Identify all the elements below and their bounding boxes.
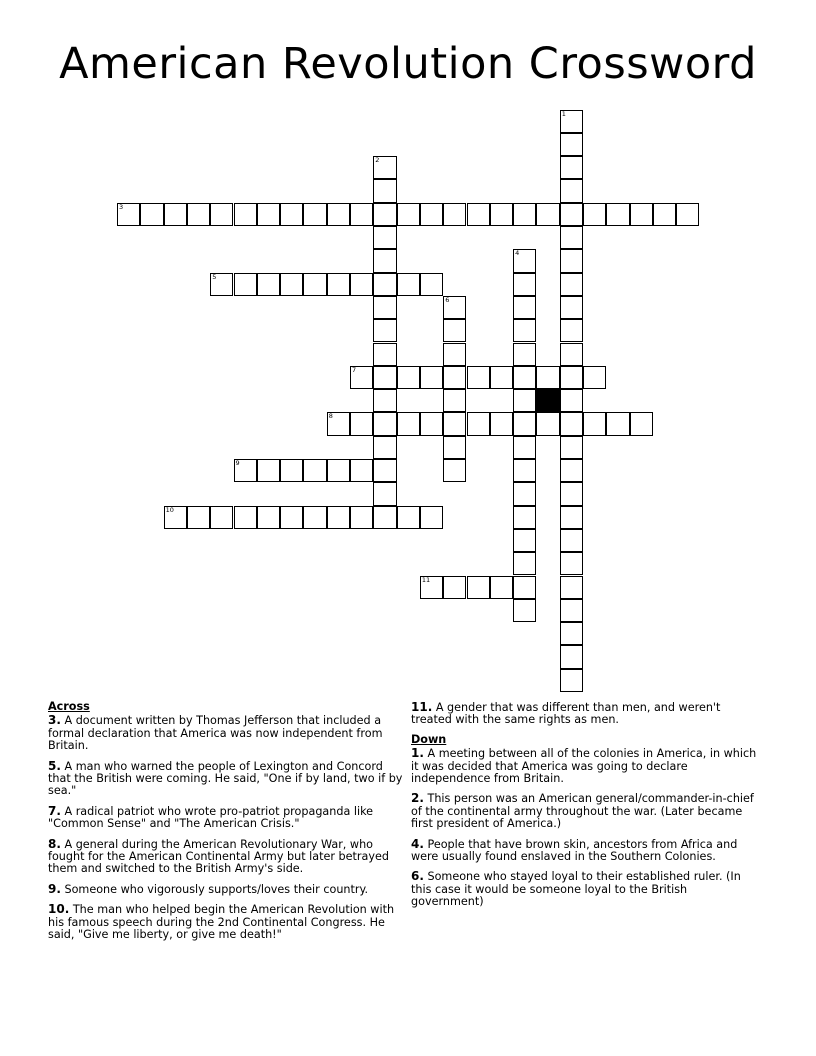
grid-cell[interactable]: [443, 412, 466, 435]
blocked-cell: [536, 389, 559, 412]
grid-cell[interactable]: [327, 273, 350, 296]
grid-cell[interactable]: [653, 203, 676, 226]
grid-cell[interactable]: [560, 366, 583, 389]
grid-cell[interactable]: [560, 110, 583, 133]
grid-cell[interactable]: [234, 203, 257, 226]
clue-down-6: [411, 870, 761, 908]
clue-text: A gender that was different than men, and weren't treated with the same rights as men.: [411, 701, 721, 727]
grid-cell[interactable]: [443, 203, 466, 226]
grid-cell[interactable]: [560, 133, 583, 156]
grid-cell[interactable]: [234, 506, 257, 529]
grid-cell[interactable]: [210, 203, 233, 226]
grid-cell[interactable]: [164, 203, 187, 226]
clue-number: 9.: [48, 881, 61, 896]
grid-cell[interactable]: [443, 319, 466, 342]
grid-cell[interactable]: [373, 273, 396, 296]
grid-cell[interactable]: [373, 459, 396, 482]
grid-cell[interactable]: [513, 296, 536, 319]
grid-cell[interactable]: [373, 249, 396, 272]
grid-cell[interactable]: [560, 459, 583, 482]
grid-cell[interactable]: [373, 179, 396, 202]
clue-number: 5.: [48, 758, 61, 773]
grid-cell[interactable]: [420, 506, 443, 529]
grid-cell[interactable]: [467, 366, 490, 389]
clue-text: This person was an American general/commander-in-chief of the continental army throughout the war. (Later became first president of America.): [411, 792, 754, 831]
grid-cell[interactable]: [303, 459, 326, 482]
grid-cell[interactable]: [560, 389, 583, 412]
grid-cell[interactable]: [560, 669, 583, 692]
grid-cell[interactable]: [443, 459, 466, 482]
grid-cell[interactable]: [327, 506, 350, 529]
grid-cell[interactable]: [560, 203, 583, 226]
grid-cell[interactable]: [513, 203, 536, 226]
grid-cell[interactable]: [513, 343, 536, 366]
grid-cell[interactable]: [560, 552, 583, 575]
grid-cell[interactable]: [187, 506, 210, 529]
grid-cell[interactable]: [327, 412, 350, 435]
cell-number: 8: [328, 412, 333, 421]
clue-text: A document written by Thomas Jefferson that included a formal declaration that America was now independent from Britain.: [48, 714, 383, 753]
clue-number: 11.: [411, 700, 433, 714]
clues-right-column: [411, 701, 761, 916]
grid-cell[interactable]: [513, 319, 536, 342]
grid-cell[interactable]: [560, 436, 583, 459]
cell-number: 4: [515, 249, 520, 258]
clue-number: 2.: [411, 791, 424, 806]
clue-down-2: [411, 792, 761, 830]
grid-cell[interactable]: [560, 226, 583, 249]
grid-cell[interactable]: [257, 459, 280, 482]
grid-cell[interactable]: [373, 412, 396, 435]
grid-cell[interactable]: [373, 436, 396, 459]
grid-cell[interactable]: [536, 203, 559, 226]
grid-cell[interactable]: [467, 203, 490, 226]
grid-cell[interactable]: [164, 506, 187, 529]
clue-text: A radical patriot who wrote pro-patriot propaganda like "Common Sense" and "The American Crisis.": [48, 804, 374, 831]
grid-cell[interactable]: [513, 552, 536, 575]
grid-cell[interactable]: [420, 366, 443, 389]
grid-cell[interactable]: [513, 576, 536, 599]
grid-cell[interactable]: [560, 343, 583, 366]
grid-cell[interactable]: [257, 273, 280, 296]
grid-cell[interactable]: [257, 506, 280, 529]
grid-cell[interactable]: [280, 273, 303, 296]
grid-cell[interactable]: [560, 249, 583, 272]
grid-cell[interactable]: [420, 203, 443, 226]
grid-cell[interactable]: [513, 249, 536, 272]
clue-number: 8.: [48, 836, 61, 851]
grid-cell[interactable]: [373, 203, 396, 226]
grid-cell[interactable]: [606, 412, 629, 435]
grid-cell[interactable]: [257, 203, 280, 226]
clue-number: 6.: [411, 869, 424, 884]
grid-cell[interactable]: [443, 343, 466, 366]
grid-cell[interactable]: [606, 203, 629, 226]
grid-cell[interactable]: [513, 459, 536, 482]
cell-number: 3: [119, 202, 124, 211]
grid-cell[interactable]: [560, 622, 583, 645]
grid-cell[interactable]: [350, 412, 373, 435]
clue-number: 7.: [48, 803, 61, 818]
grid-cell[interactable]: [467, 576, 490, 599]
clue-down-1: [411, 747, 761, 785]
grid-cell[interactable]: [676, 203, 699, 226]
grid-cell[interactable]: [373, 482, 396, 505]
grid-cell[interactable]: [560, 179, 583, 202]
grid-cell[interactable]: [560, 319, 583, 342]
grid-cell[interactable]: [303, 203, 326, 226]
grid-cell[interactable]: [117, 203, 140, 226]
grid-cell[interactable]: [210, 273, 233, 296]
grid-cell[interactable]: [350, 366, 373, 389]
grid-cell[interactable]: [397, 203, 420, 226]
grid-cell[interactable]: [373, 156, 396, 179]
grid-cell[interactable]: [420, 412, 443, 435]
grid-cell[interactable]: [373, 343, 396, 366]
cell-number: 11: [421, 575, 431, 584]
clue-number: 1.: [411, 746, 424, 761]
grid-cell[interactable]: [234, 459, 257, 482]
grid-cell[interactable]: [560, 482, 583, 505]
grid-cell[interactable]: [490, 412, 513, 435]
grid-cell[interactable]: [583, 412, 606, 435]
grid-cell[interactable]: [560, 273, 583, 296]
grid-cell[interactable]: [536, 412, 559, 435]
grid-cell[interactable]: [536, 366, 559, 389]
grid-cell[interactable]: [373, 506, 396, 529]
grid-cell[interactable]: [513, 412, 536, 435]
cell-number: 1: [561, 109, 566, 118]
grid-cell[interactable]: [583, 203, 606, 226]
grid-cell[interactable]: [513, 506, 536, 529]
grid-cell[interactable]: [513, 366, 536, 389]
grid-cell[interactable]: [280, 203, 303, 226]
grid-cell[interactable]: [420, 576, 443, 599]
clue-across-10: [48, 903, 408, 941]
grid-cell[interactable]: [373, 389, 396, 412]
grid-cell[interactable]: [630, 203, 653, 226]
clue-number: 4.: [411, 836, 424, 851]
grid-cell[interactable]: [397, 273, 420, 296]
grid-cell[interactable]: [327, 203, 350, 226]
cell-number: 7: [352, 365, 357, 374]
grid-cell[interactable]: [513, 599, 536, 622]
grid-cell[interactable]: [187, 203, 210, 226]
grid-cell[interactable]: [513, 482, 536, 505]
grid-cell[interactable]: [350, 459, 373, 482]
grid-cell[interactable]: [467, 412, 490, 435]
clue-across-7: [48, 805, 408, 831]
grid-cell[interactable]: [490, 203, 513, 226]
grid-cell[interactable]: [630, 412, 653, 435]
down-heading: Down: [411, 732, 447, 746]
grid-cell[interactable]: [210, 506, 233, 529]
grid-cell[interactable]: [280, 459, 303, 482]
grid-cell[interactable]: [397, 366, 420, 389]
grid-cell[interactable]: [560, 576, 583, 599]
grid-cell[interactable]: [397, 412, 420, 435]
grid-cell[interactable]: [397, 506, 420, 529]
across-heading: Across: [48, 700, 90, 713]
grid-cell[interactable]: [350, 273, 373, 296]
grid-cell[interactable]: [443, 389, 466, 412]
grid-cell[interactable]: [490, 366, 513, 389]
grid-cell[interactable]: [373, 296, 396, 319]
grid-cell[interactable]: [560, 529, 583, 552]
grid-cell[interactable]: [443, 436, 466, 459]
grid-cell[interactable]: [560, 645, 583, 668]
clue-text: Someone who vigorously supports/loves their country.: [64, 882, 369, 896]
clue-across-8: [48, 838, 408, 876]
grid-cell[interactable]: [443, 296, 466, 319]
cell-number: 5: [212, 272, 217, 281]
grid-cell[interactable]: [513, 389, 536, 412]
grid-cell[interactable]: [513, 529, 536, 552]
grid-cell[interactable]: [513, 436, 536, 459]
grid-cell[interactable]: [560, 296, 583, 319]
grid-cell[interactable]: [350, 203, 373, 226]
clue-across-9: [48, 883, 408, 896]
grid-cell[interactable]: [303, 506, 326, 529]
grid-cell[interactable]: [560, 506, 583, 529]
clue-text: People that have brown skin, ancestors from Africa and were usually found enslaved in the Southern Colonies.: [411, 837, 738, 864]
cell-number: 10: [165, 505, 174, 514]
grid-cell[interactable]: [373, 319, 396, 342]
grid-cell[interactable]: [373, 226, 396, 249]
clues-left-column: [48, 701, 408, 949]
grid-cell[interactable]: [280, 506, 303, 529]
grid-cell[interactable]: [490, 576, 513, 599]
clue-text: The man who helped begin the American Revolution with his famous speech during the 2nd Continental Congress. He said, "Give me liberty, or give me death!": [48, 903, 395, 942]
clue-text: A man who warned the people of Lexington and Concord that the British were coming. He said, "One if by land, two if by sea.": [48, 759, 403, 798]
grid-cell[interactable]: [420, 273, 443, 296]
clue-text: A general during the American Revolutionary War, who fought for the American Continental Army but later betrayed them and switched to the British Army's side.: [48, 837, 389, 876]
grid-cell[interactable]: [513, 273, 536, 296]
cell-number: 2: [375, 156, 380, 165]
grid-cell[interactable]: [560, 599, 583, 622]
grid-cell[interactable]: [350, 506, 373, 529]
grid-cell[interactable]: [234, 273, 257, 296]
clue-across-11: [411, 701, 761, 727]
grid-cell[interactable]: [303, 273, 326, 296]
grid-cell[interactable]: [560, 412, 583, 435]
grid-cell[interactable]: [583, 366, 606, 389]
grid-cell[interactable]: [560, 156, 583, 179]
cell-number: 6: [445, 295, 450, 304]
grid-cell[interactable]: [373, 366, 396, 389]
grid-cell[interactable]: [140, 203, 163, 226]
clue-number: 10.: [48, 902, 70, 917]
clue-text: A meeting between all of the colonies in America, in which it was decided that America was going to declare independence from Britain.: [411, 747, 757, 786]
clue-down-4: [411, 838, 761, 864]
grid-cell[interactable]: [327, 459, 350, 482]
grid-cell[interactable]: [443, 366, 466, 389]
clue-across-5: [48, 760, 408, 798]
clue-text: Someone who stayed loyal to their established ruler. (In this case it would be someone loyal to the British government): [411, 870, 741, 909]
grid-cell[interactable]: [443, 576, 466, 599]
clue-across-3: [48, 714, 408, 752]
cell-number: 9: [235, 459, 240, 467]
clue-number: 3.: [48, 713, 61, 728]
page-title: American Revolution Crossword: [59, 39, 757, 89]
